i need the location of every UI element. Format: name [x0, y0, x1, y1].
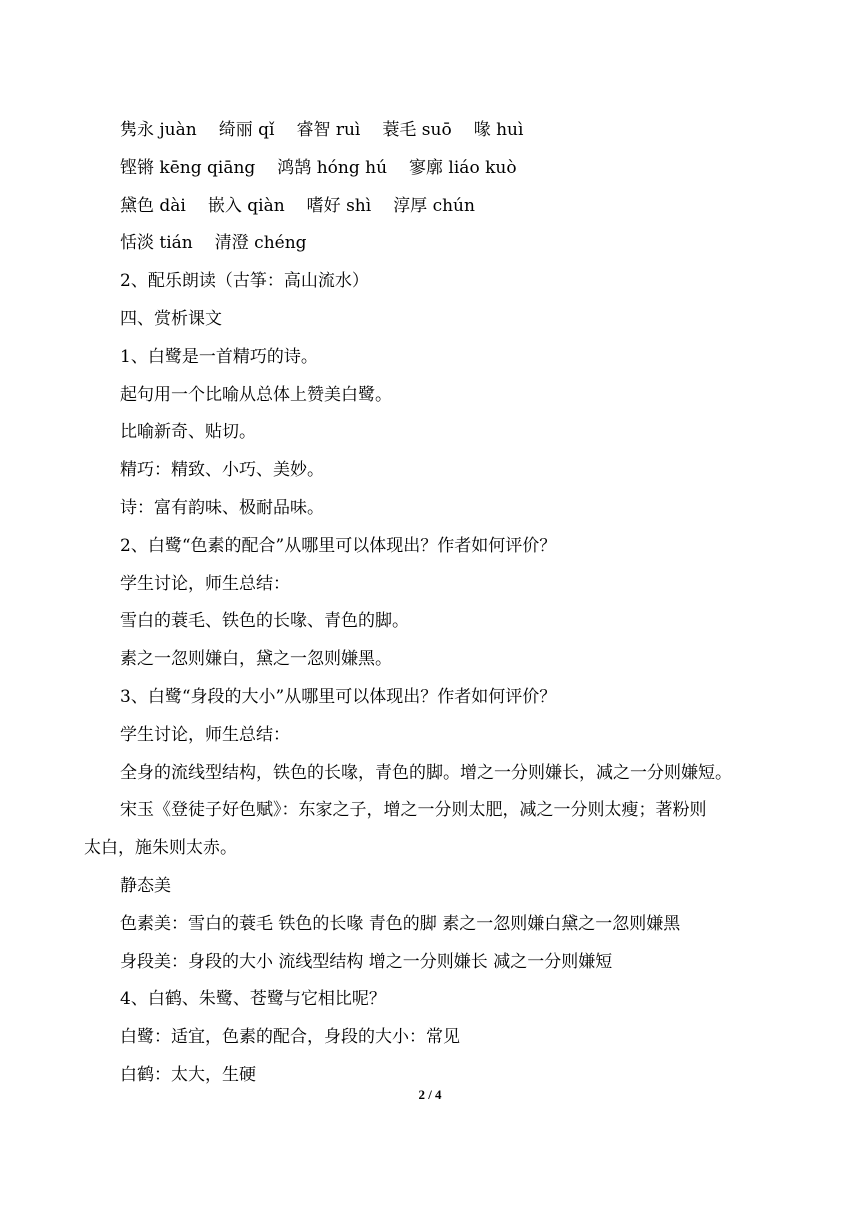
vocab-item: 黛色 dài	[120, 195, 186, 216]
document-body	[0, 112, 860, 1095]
vocab-item: 铿锵 kēng qiāng	[120, 157, 256, 178]
vocab-row-4	[0, 225, 860, 263]
vocab-item: 蓑毛 suō	[382, 120, 452, 140]
text-line: 宋玉《登徒子好色赋》：东家之子，增之一分则太肥，减之一分则太瘦；著粉则	[120, 800, 707, 821]
text-line: 白鹤：太大，生硬	[120, 1064, 256, 1085]
page-number: 2 / 4	[418, 1087, 442, 1102]
vocab-item: 喙 huì	[473, 120, 524, 140]
text-line: 身段美：身段的大小 流线型结构 增之一分则嫌长 减之一分则嫌短	[120, 951, 613, 972]
text-line: 学生讨论，师生总结：	[120, 724, 290, 745]
vocab-item: 隽永 juàn	[120, 120, 197, 140]
text-line: 精巧：精致、小巧、美妙。	[120, 460, 324, 481]
text-line: 4、白鹤、朱鹭、苍鹭与它相比呢？	[120, 989, 386, 1010]
section-heading: 四、赏析课文	[120, 308, 222, 329]
text-line-continued: 太白，施朱则太赤。	[84, 838, 237, 859]
text-line: 全身的流线型结构，铁色的长喙，青色的脚。增之一分则嫌长，减之一分则嫌短。	[120, 762, 732, 783]
vocab-item: 恬淡 tián	[120, 233, 193, 254]
text-line: 雪白的蓑毛、铁色的长喙、青色的脚。	[120, 611, 409, 632]
text-line: 白鹭：适宜，色素的配合，身段的大小：常见	[120, 1027, 460, 1048]
vocab-item: 鸿鹄 hóng hú	[277, 157, 388, 178]
text-line: 色素美：雪白的蓑毛 铁色的长喙 青色的脚 素之一忽则嫌白黛之一忽则嫌黑	[120, 913, 681, 934]
text-line: 静态美	[120, 875, 171, 896]
text-line: 起句用一个比喻从总体上赞美白鹭。	[120, 384, 392, 405]
text-line: 学生讨论，师生总结：	[120, 573, 290, 594]
vocab-item: 清澄 chéng	[214, 233, 307, 254]
vocab-item: 睿智 ruì	[296, 120, 361, 140]
text-line: 诗：富有韵味、极耐品味。	[120, 497, 324, 518]
text-line: 素之一忽则嫌白，黛之一忽则嫌黑。	[120, 649, 392, 670]
vocab-item: 寥廓 liáo kuò	[409, 157, 517, 178]
vocab-item: 绮丽 qǐ	[218, 120, 275, 140]
vocab-item: 嗜好 shì	[306, 195, 372, 216]
text-line: 比喻新奇、贴切。	[120, 422, 256, 443]
text-line: 2、配乐朗读（古筝：高山流水）	[120, 271, 369, 292]
vocab-row-3	[0, 188, 860, 226]
vocab-row-2	[0, 150, 860, 188]
vocab-row-1	[0, 112, 860, 150]
text-line: 2、白鹭“色素的配合”从哪里可以体现出？作者如何评价？	[120, 535, 557, 556]
text-line: 1、白鹭是一首精巧的诗。	[120, 346, 318, 367]
vocab-item: 嵌入 qiàn	[207, 195, 285, 216]
vocab-item: 淳厚 chún	[393, 195, 475, 216]
text-line: 3、白鹭“身段的大小”从哪里可以体现出？作者如何评价？	[120, 686, 557, 707]
